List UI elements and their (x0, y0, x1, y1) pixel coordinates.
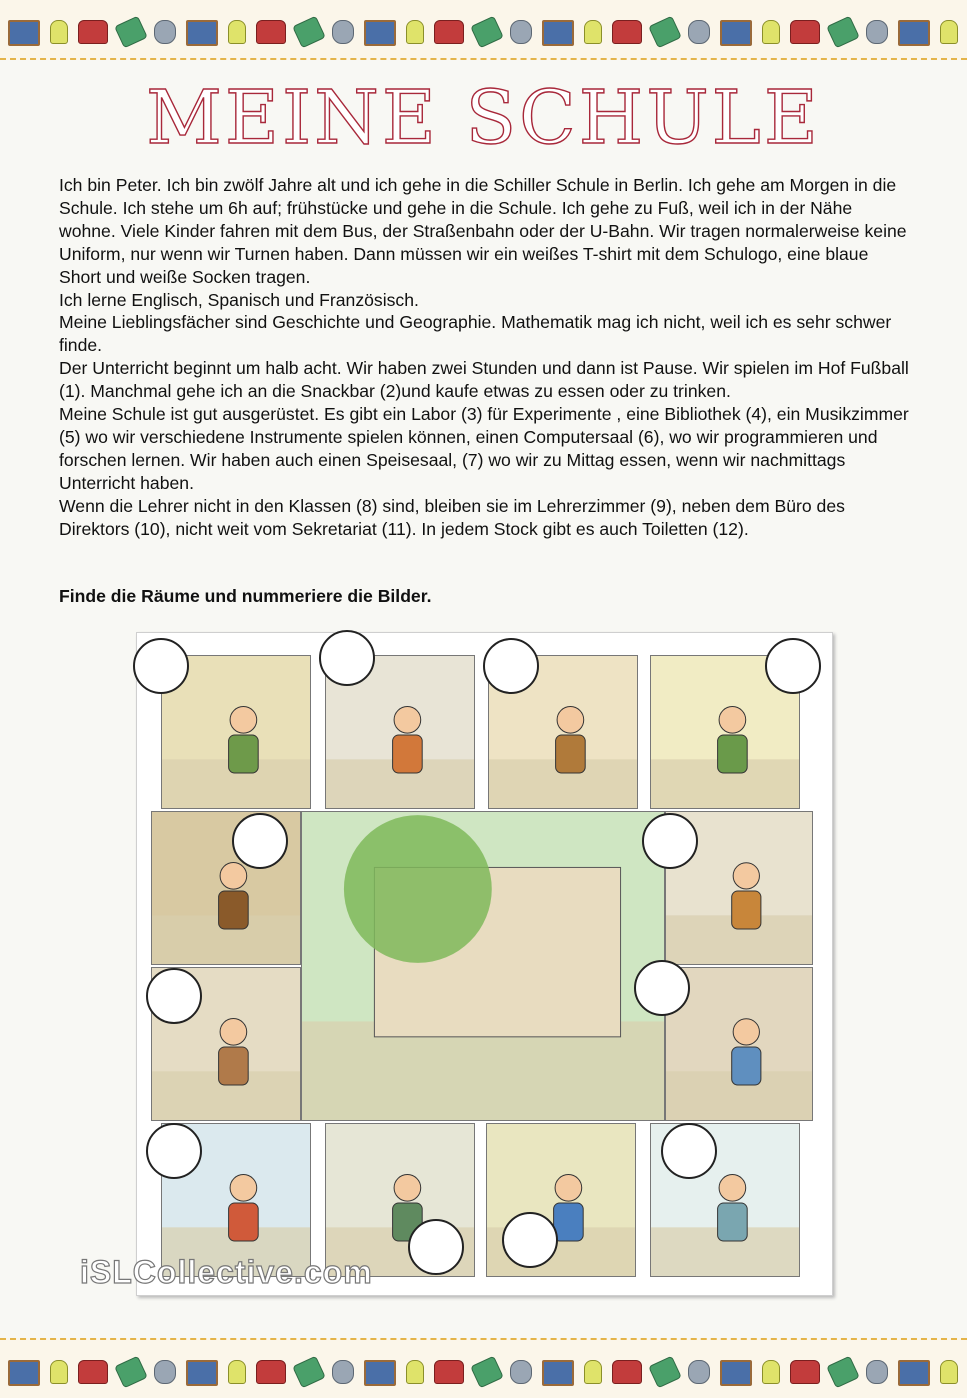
answer-circle[interactable] (483, 638, 539, 694)
pen-icon (826, 1356, 860, 1389)
paragraph: Meine Schule ist gut ausgerüstet. Es gibt ein Labor (3) für Experimente , eine Bibliothek (4), ein Musikzimmer (5) wo wir verschiedene Instrumente spielen können, einen Computersaal (6), wo wir programmieren und forschen lernen. Wir haben auch einen Speisesaal, (7) wo wir zu Mittag essen, wenn wir nachmittags Unterricht haben. (59, 404, 909, 493)
bag-icon (434, 20, 464, 44)
picture-schoolyard (301, 811, 665, 1121)
bag-icon (612, 20, 642, 44)
board-icon (8, 1360, 40, 1386)
person-head (394, 1175, 421, 1202)
pen-icon (470, 16, 504, 49)
board-icon (898, 1360, 930, 1386)
board-icon (364, 1360, 396, 1386)
illustration (302, 812, 664, 1120)
answer-circle[interactable] (661, 1123, 717, 1179)
paragraph: Der Unterricht beginnt um halb acht. Wir haben zwei Stunden und dann ist Pause. Wir spielen im Hof Fußball (1). Manchmal gehe ich an die Snackbar (2)und kaufe etwas zu essen oder zu trinken. (59, 358, 909, 402)
person-head (719, 1175, 746, 1202)
pen-icon (114, 1356, 148, 1389)
top-decorative-border (0, 0, 967, 60)
tree-crown (344, 815, 492, 963)
person-body (219, 1047, 249, 1085)
person-body (718, 735, 748, 773)
answer-circle[interactable] (502, 1212, 558, 1268)
pen-icon (648, 1356, 682, 1389)
paragraph: Wenn die Lehrer nicht in den Klassen (8) sind, bleiben sie im Lehrerzimmer (9), neben dem Büro des Direktors (10), nicht weit vom Sekretariat (11). In jedem Stock gibt es auch Toiletten (12). (59, 495, 845, 539)
person-body (554, 1203, 584, 1241)
answer-circle[interactable] (146, 1123, 202, 1179)
answer-circle[interactable] (146, 968, 202, 1024)
answer-circle[interactable] (765, 638, 821, 694)
bottle-icon (584, 20, 602, 44)
person-body (556, 735, 586, 773)
clip-icon (332, 1360, 354, 1384)
bag-icon (78, 20, 108, 44)
person-head (220, 1019, 247, 1046)
picture-board (136, 632, 833, 1296)
board-icon (364, 20, 396, 46)
person-head (557, 707, 584, 734)
board-icon (720, 1360, 752, 1386)
bottle-icon (406, 1360, 424, 1384)
bottle-icon (940, 1360, 958, 1384)
person-head (733, 863, 759, 889)
clip-icon (154, 1360, 176, 1384)
person-head (733, 1019, 759, 1045)
pen-icon (292, 16, 326, 49)
reading-text (59, 174, 909, 541)
clip-icon (688, 1360, 710, 1384)
bag-icon (612, 1360, 642, 1384)
pen-icon (114, 16, 148, 49)
person-head (220, 863, 247, 890)
person-body (219, 891, 249, 929)
clip-icon (510, 20, 532, 44)
bottle-icon (50, 20, 68, 44)
clip-icon (688, 20, 710, 44)
bag-icon (256, 1360, 286, 1384)
watermark: iSLCollective.com (80, 1254, 373, 1290)
answer-circle[interactable] (634, 960, 690, 1016)
pen-icon (292, 1356, 326, 1389)
board-icon (186, 20, 218, 46)
person-body (393, 735, 423, 773)
bag-icon (434, 1360, 464, 1384)
board-icon (720, 20, 752, 46)
task-instruction: Finde die Räume und nummeriere die Bilder. (59, 586, 432, 606)
bottle-icon (228, 20, 246, 44)
bag-icon (256, 20, 286, 44)
person-head (394, 707, 421, 734)
bottle-icon (762, 20, 780, 44)
board-icon (898, 20, 930, 46)
board-icon (542, 20, 574, 46)
pen-icon (648, 16, 682, 49)
board-icon (542, 1360, 574, 1386)
paragraph: Ich lerne Englisch, Spanisch und Französisch. (59, 289, 419, 310)
bottle-icon (228, 1360, 246, 1384)
clip-icon (510, 1360, 532, 1384)
person-head (230, 1175, 257, 1202)
bag-icon (790, 1360, 820, 1384)
page-title: MEINE SCHULE (146, 75, 821, 161)
pen-icon (826, 16, 860, 49)
answer-circle[interactable] (232, 813, 288, 869)
paragraph: Ich bin Peter. Ich bin zwölf Jahre alt und ich gehe in die Schiller Schule in Berlin. Ich gehe am Morgen in die Schule. Ich stehe um 6h auf; frühstücke und gehe in die Schule. Ich gehe zu Fuß, weil ich in der Nähe wohne. Viele Kinder fahren mit dem Bus, der Straßenbahn oder der U-Bahn. Wir tragen normalerweise keine Uniform, nur wenn wir Turnen haben. Dann müssen wir ein weißes T-shirt mit dem Schulogo, eine blaue Short und weiße Socken tragen. (59, 175, 907, 287)
clip-icon (154, 20, 176, 44)
answer-circle[interactable] (408, 1219, 464, 1275)
person-head (555, 1175, 582, 1202)
person-body (718, 1203, 748, 1241)
bag-icon (78, 1360, 108, 1384)
bag-icon (790, 20, 820, 44)
bottle-icon (584, 1360, 602, 1384)
clip-icon (866, 1360, 888, 1384)
bottle-icon (50, 1360, 68, 1384)
bottle-icon (762, 1360, 780, 1384)
clip-icon (332, 20, 354, 44)
answer-circle[interactable] (642, 813, 698, 869)
bottom-decorative-border (0, 1338, 967, 1398)
board-icon (186, 1360, 218, 1386)
person-body (732, 1047, 761, 1085)
bottle-icon (940, 20, 958, 44)
answer-circle[interactable] (319, 630, 375, 686)
pen-icon (470, 1356, 504, 1389)
board-icon (8, 20, 40, 46)
person-head (230, 707, 257, 734)
bottle-icon (406, 20, 424, 44)
paragraph: Meine Lieblingsfächer sind Geschichte und Geographie. Mathematik mag ich nicht, weil ich es sehr schwer finde. (59, 312, 892, 356)
person-body (229, 1203, 259, 1241)
clip-icon (866, 20, 888, 44)
person-head (719, 707, 746, 734)
person-body (229, 735, 259, 773)
person-body (732, 891, 761, 929)
answer-circle[interactable] (133, 638, 189, 694)
